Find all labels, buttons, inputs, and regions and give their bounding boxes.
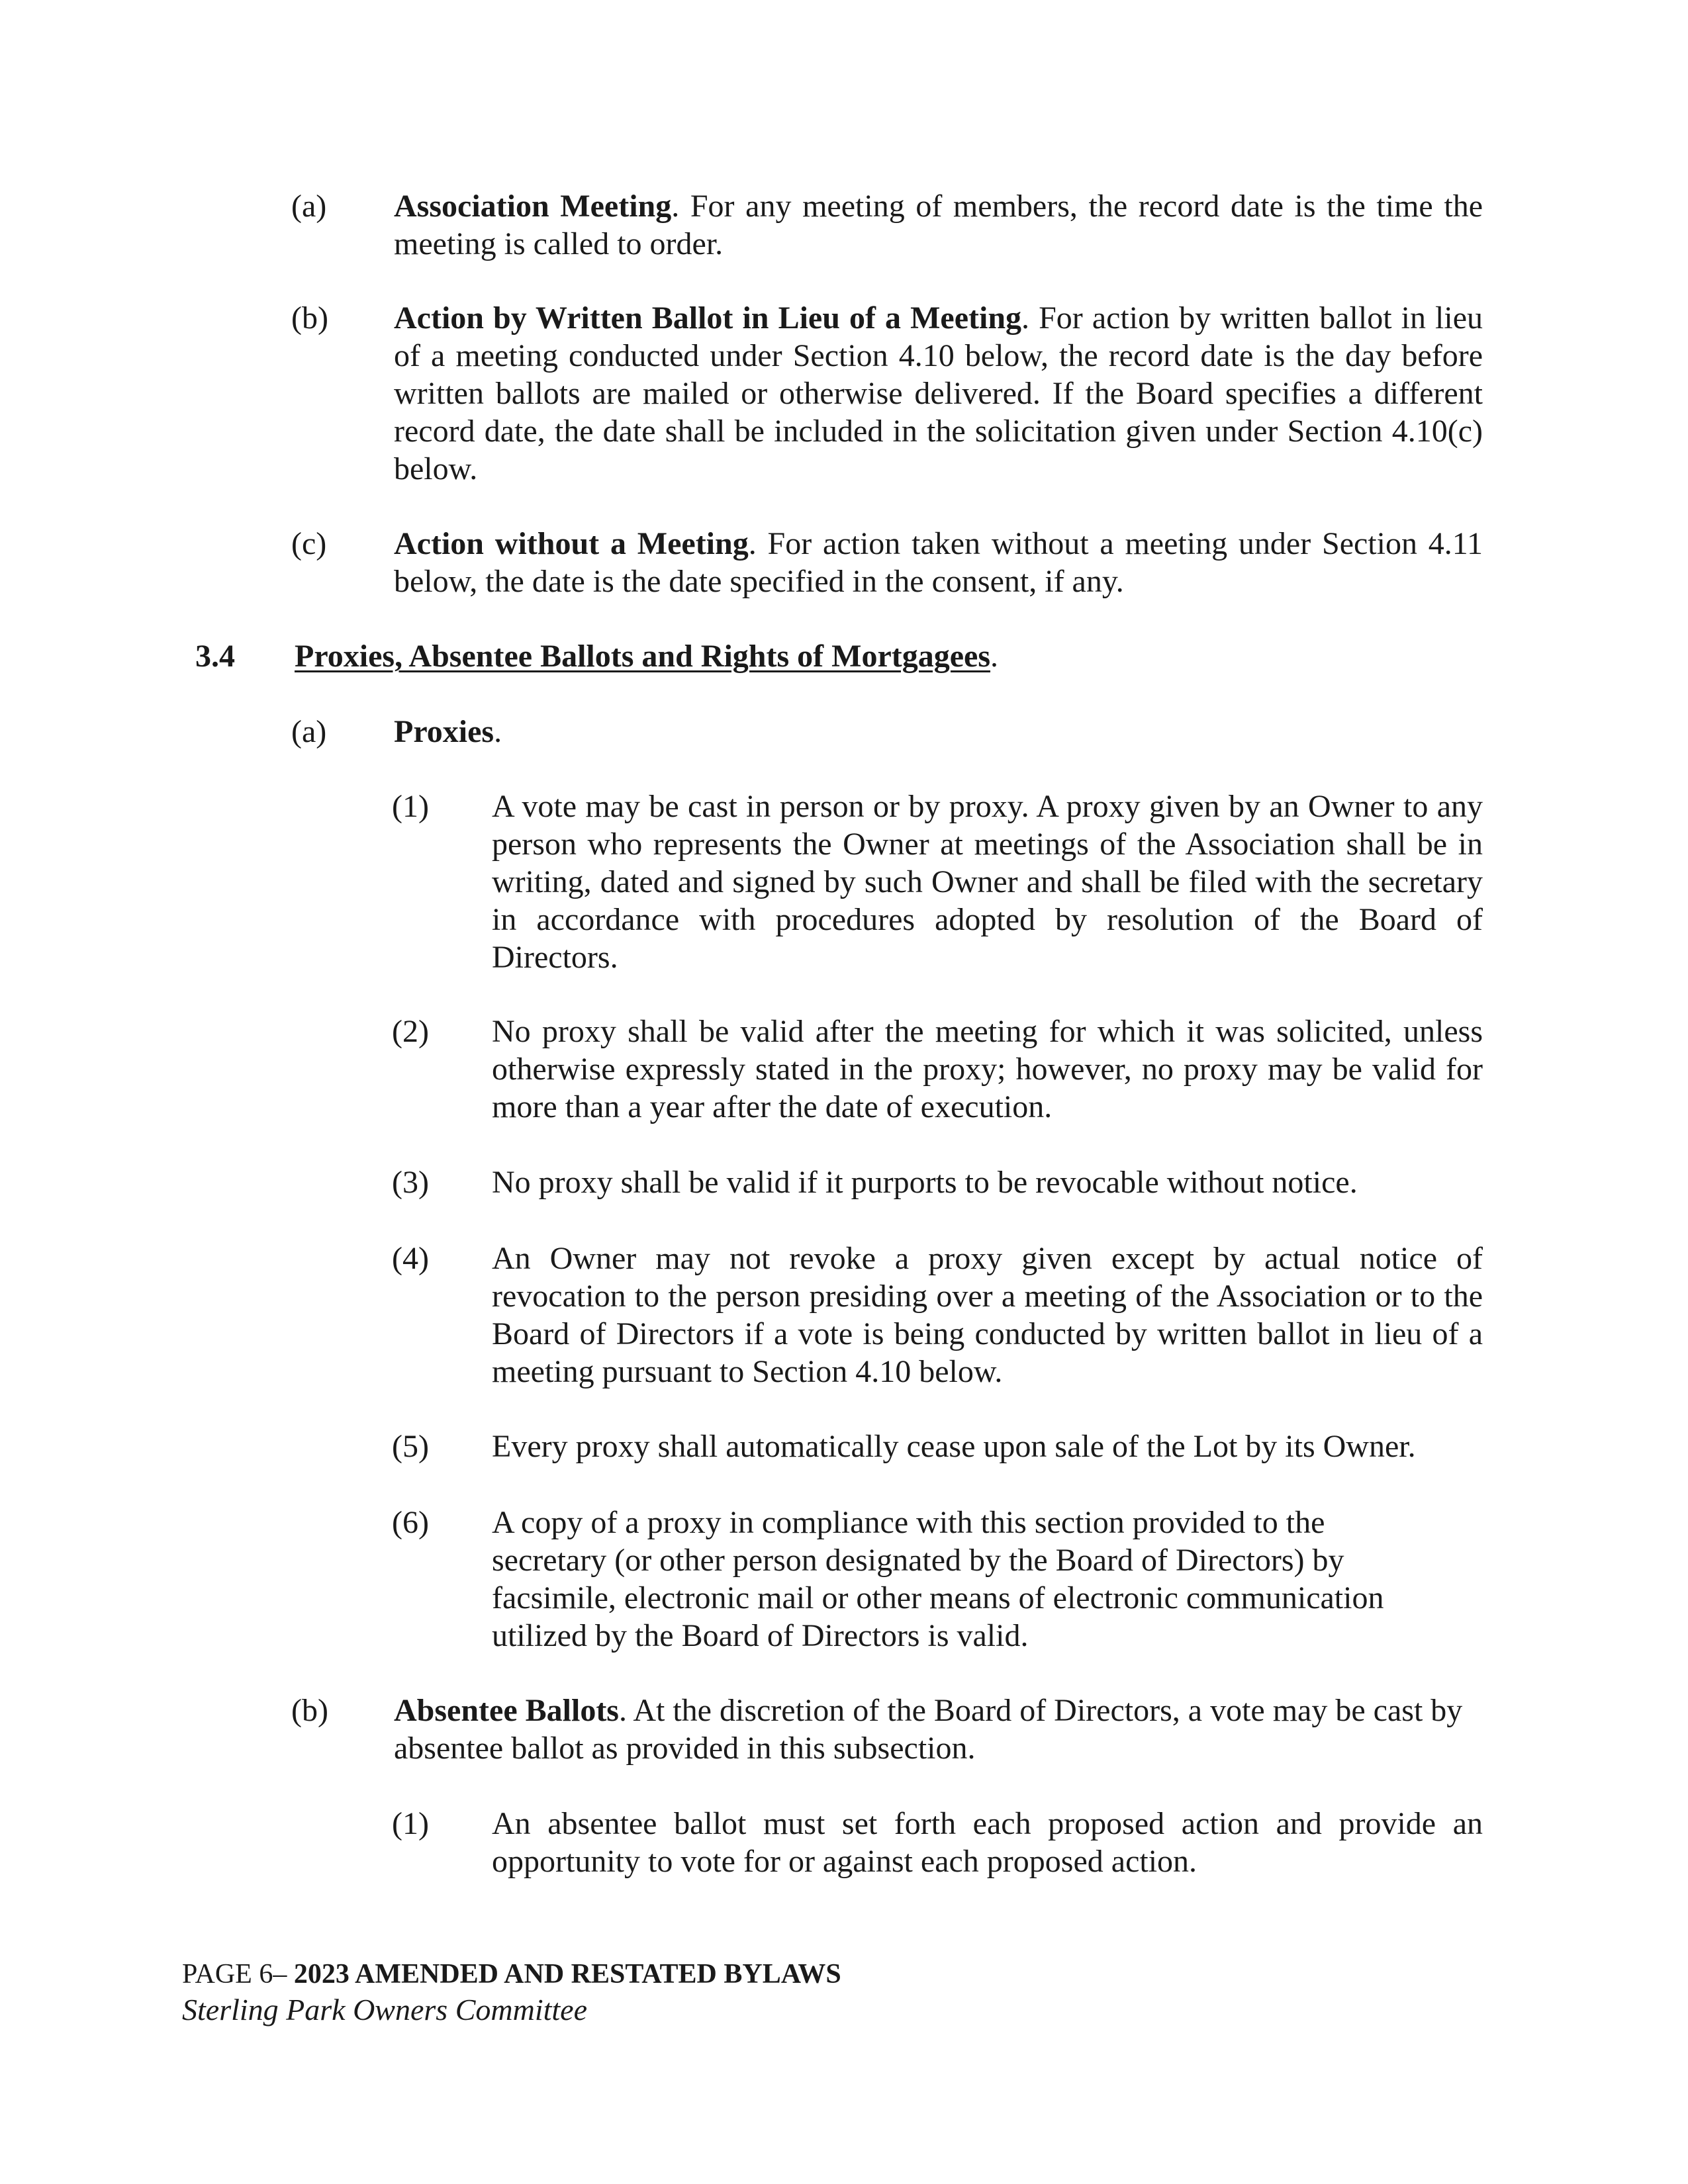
item-title: Association Meeting [394, 189, 672, 224]
clause-label: (3) [392, 1165, 429, 1200]
subsection-proxies [394, 713, 1483, 751]
record-date-association-meeting [394, 187, 1483, 263]
subsection-label: (a) [291, 714, 327, 749]
item-title: Action by Written Ballot in Lieu of a Meeting [394, 300, 1022, 336]
item-text: . For action taken without a meeting under Section 4.11 below, the date is the date specified in the consent, if any. [394, 526, 1483, 599]
clause-label: (4) [392, 1241, 429, 1276]
subsection-title: Proxies [394, 714, 494, 749]
record-date-written-ballot [394, 299, 1483, 488]
clause-label: (1) [392, 789, 429, 824]
subsection-title: Absentee Ballots [394, 1693, 619, 1728]
item-label: (a) [291, 189, 327, 224]
clause-text: No proxy shall be valid if it purports to be revocable without notice. [492, 1165, 1358, 1200]
clause-text: A vote may be cast in person or by proxy. A proxy given by an Owner to any person who represents the Owner at meetings of the Association shall be in writing, dated and signed by such Owner and shall be filed with the secretary in accordance with procedures adopted by resolution of the Board of Directors. [492, 789, 1483, 975]
section-heading [295, 637, 998, 675]
clause-text: Every proxy shall automatically cease upon sale of the Lot by its Owner. [492, 1429, 1416, 1464]
clause-text: An absentee ballot must set forth each proposed action and provide an opportunity to vote for or against each proposed action. [492, 1806, 1483, 1879]
clause-label: (6) [392, 1505, 429, 1540]
clause-label: (1) [392, 1806, 429, 1841]
clause-label: (2) [392, 1014, 429, 1049]
record-date-action-without-meeting [394, 525, 1483, 600]
section-number: 3.4 [195, 639, 235, 674]
subsection-label: (b) [291, 1693, 328, 1728]
section-title-suffix: . [990, 639, 999, 674]
clause-text: A copy of a proxy in compliance with this section provided to the secretary (or other person designated by the Board of Directors) by facsimile, electronic mail or other means of electronic communication utilized by the Board of Directors is valid. [492, 1505, 1384, 1653]
item-text: . For any meeting of members, the record date is the time the meeting is called to order. [394, 189, 1483, 261]
section-title: Proxies, Absentee Ballots and Rights of Mortgagees [295, 639, 991, 674]
clause-text: No proxy shall be valid after the meeting for which it was solicited, unless otherwise expressly stated in the proxy; however, no proxy may be valid for more than a year after the date of execution. [492, 1014, 1483, 1124]
document-title: 2023 AMENDED AND RESTATED BYLAWS [293, 1959, 841, 1989]
subsection-text: . At the discretion of the Board of Directors, a vote may be cast by absentee ballot as provided in this subsection. [394, 1693, 1463, 1766]
page-footer-title [182, 1958, 841, 1991]
organization-name: Sterling Park Owners Committee [182, 1993, 587, 2026]
item-label: (c) [291, 526, 327, 561]
subsection-suffix: . [494, 714, 502, 749]
subsection-absentee-ballots [394, 1692, 1466, 1767]
page-number: PAGE 6– [182, 1959, 294, 1989]
item-text: . For action by written ballot in lieu of a meeting conducted under Section 4.10 below, the record date is the day before written ballots are mailed or otherwise delivered. If the Board specifies a different record date, the date shall be included in the solicitation given under Section 4.10(c) below. [394, 300, 1483, 486]
clause-text: An Owner may not revoke a proxy given except by actual notice of revocation to the person presiding over a meeting of the Association or to the Board of Directors if a vote is being conducted by written ballot in lieu of a meeting pursuant to Section 4.10 below. [492, 1241, 1483, 1389]
clause-label: (5) [392, 1429, 429, 1464]
item-label: (b) [291, 300, 328, 336]
item-title: Action without a Meeting [394, 526, 749, 561]
